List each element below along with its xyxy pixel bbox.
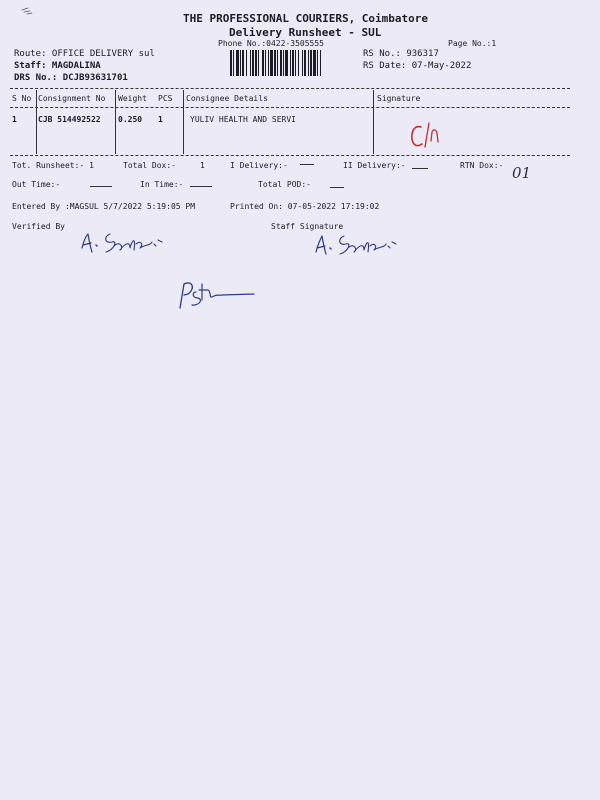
barcode-bar xyxy=(283,50,284,76)
staff-signature xyxy=(308,230,408,260)
table-top-rule xyxy=(10,88,570,89)
in-time-label: In Time:- xyxy=(140,180,184,189)
staff-label: Staff: MAGDALINA xyxy=(14,61,101,71)
header-rule xyxy=(10,107,570,108)
out-time-label: Out Time:- xyxy=(12,180,61,189)
barcode-bar xyxy=(268,50,269,76)
barcode-bar xyxy=(242,50,244,76)
header-weight: Weight xyxy=(118,94,147,103)
column-divider xyxy=(115,90,116,154)
column-divider xyxy=(183,90,184,154)
barcode-bar xyxy=(258,50,259,76)
page-number: Page No.:1 xyxy=(448,39,497,48)
total-pod-label: Total POD:- xyxy=(258,180,311,189)
ii-delivery-blank xyxy=(412,168,428,169)
row-consignee: YULIV HEALTH AND SERVI xyxy=(190,115,296,124)
header-sno: S No xyxy=(12,94,32,103)
barcode-bar xyxy=(262,50,264,76)
barcode-bar xyxy=(233,50,234,76)
barcode-bar xyxy=(230,50,232,76)
out-time-blank xyxy=(90,186,112,187)
verified-by-label: Verified By xyxy=(12,222,65,231)
verified-by-signature xyxy=(74,228,174,258)
table-bottom-rule xyxy=(10,155,570,156)
barcode-bar xyxy=(304,50,306,76)
barcode-bar xyxy=(320,50,321,76)
company-title: THE PROFESSIONAL COURIERS, Coimbatore xyxy=(183,12,429,25)
row-consignment: CJB 514492522 xyxy=(38,115,101,124)
corner-mark xyxy=(20,6,34,16)
route-label: Route: OFFICE DELIVERY sul xyxy=(14,49,155,59)
barcode-bar xyxy=(310,50,312,76)
barcode-bar xyxy=(240,50,241,76)
total-dox-label: Total Dox:- xyxy=(123,161,176,170)
i-delivery-label: I Delivery:- xyxy=(230,161,288,170)
barcode-bar xyxy=(302,50,303,76)
barcode-bar xyxy=(298,50,299,76)
column-divider xyxy=(373,90,374,154)
barcode xyxy=(230,50,350,76)
barcode-bar xyxy=(308,50,309,76)
phone-number: Phone No.:0422-3505555 xyxy=(218,39,324,48)
entered-by: Entered By :MAGSUL 5/7/2022 5:19:05 PM xyxy=(12,202,196,211)
drs-number: DRS No.: DCJB93631701 xyxy=(14,73,128,83)
barcode-bar xyxy=(295,50,296,76)
i-delivery-blank xyxy=(300,164,314,165)
header-signature: Signature xyxy=(377,94,421,103)
printed-on: Printed On: 07-05-2022 17:19:02 xyxy=(230,202,380,211)
total-dox-value: 1 xyxy=(200,161,205,170)
barcode-bar xyxy=(246,50,247,76)
total-pod-blank xyxy=(330,187,344,188)
barcode-bar xyxy=(313,50,316,76)
row-pcs: 1 xyxy=(158,115,163,124)
ii-delivery-label: II Delivery:- xyxy=(343,161,406,170)
barcode-bar xyxy=(285,50,288,76)
barcode-bar xyxy=(236,50,239,76)
barcode-bar xyxy=(290,50,291,76)
initials-signature xyxy=(172,278,262,312)
barcode-bar xyxy=(277,50,278,76)
header-consignment: Consignment No xyxy=(38,94,106,103)
column-divider xyxy=(36,90,37,154)
rs-date: RS Date: 07-May-2022 xyxy=(363,61,472,71)
barcode-bar xyxy=(274,50,276,76)
rs-number: RS No.: 936317 xyxy=(363,49,439,59)
rtn-dox-label: RTN Dox:- xyxy=(460,161,504,170)
row-weight: 0.250 xyxy=(118,115,143,124)
barcode-bar xyxy=(317,50,318,76)
barcode-bar xyxy=(270,50,273,76)
in-time-blank xyxy=(190,186,212,187)
barcode-bar xyxy=(292,50,294,76)
handwritten-signature-cn xyxy=(405,117,445,153)
staff-signature-label: Staff Signature xyxy=(271,222,344,231)
total-runsheet: Tot. Runsheet:- 1 xyxy=(12,161,94,170)
barcode-bar xyxy=(255,50,257,76)
barcode-bar xyxy=(280,50,282,76)
row-sno: 1 xyxy=(12,115,17,124)
rtn-dox-handwritten: 01 xyxy=(512,164,532,182)
barcode-bar xyxy=(252,50,254,76)
header-consignee: Consignee Details xyxy=(186,94,268,103)
runsheet-subtitle: Delivery Runsheet - SUL xyxy=(229,26,382,39)
header-pcs: PCS xyxy=(158,94,173,103)
barcode-bar xyxy=(250,50,251,76)
barcode-bar xyxy=(265,50,266,76)
